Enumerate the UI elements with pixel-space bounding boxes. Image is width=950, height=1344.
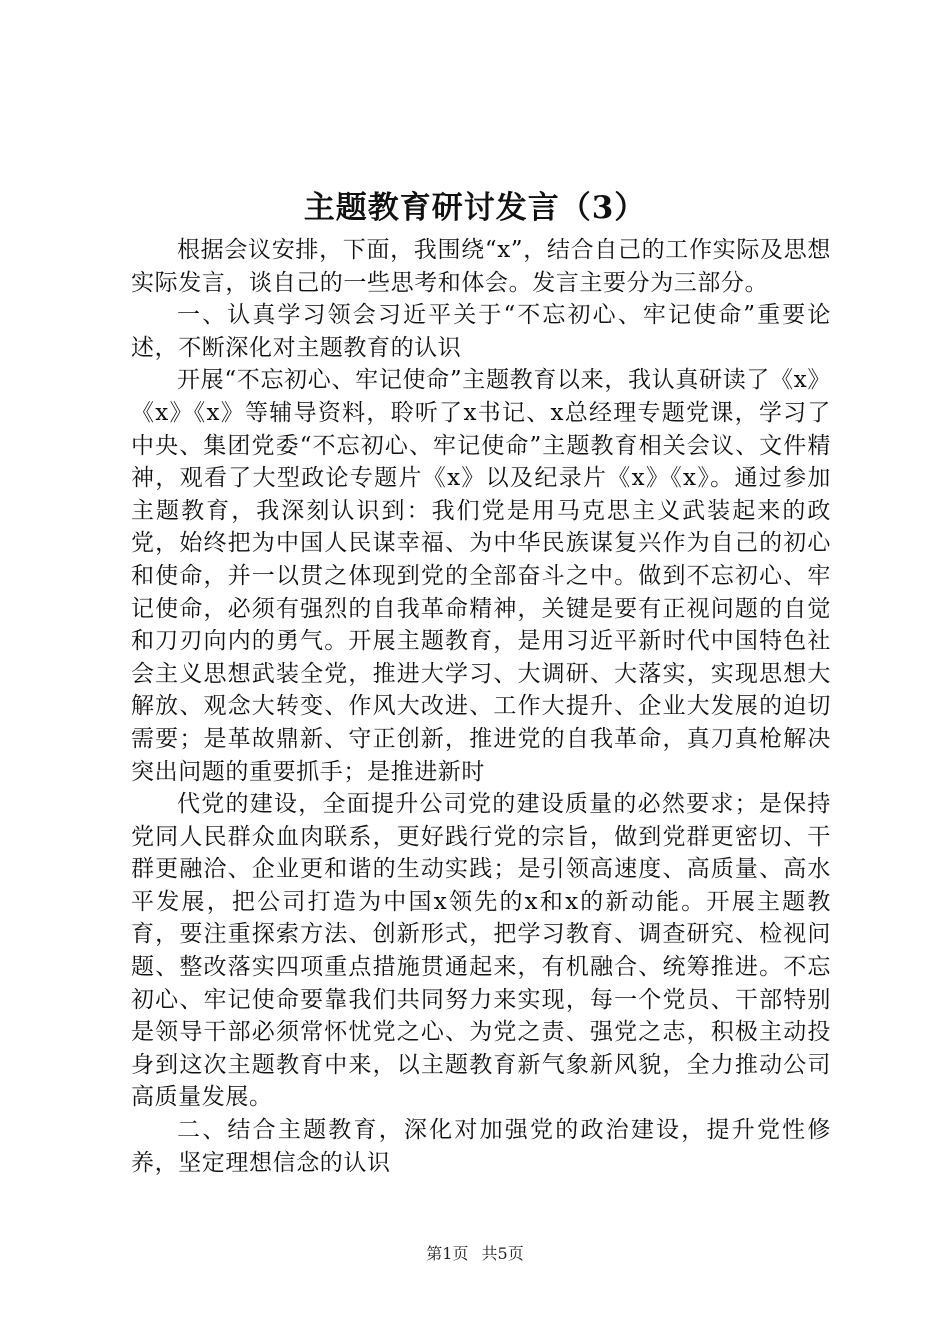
document-title: 主题教育研讨发言（3） [303,190,647,226]
page-footer [0,1243,950,1265]
intro-paragraph: 根据会议安排，下面，我围绕“x”，结合自己的工作实际及思想实际发言，谈自己的一些思考和体会。发言主要分为三部分。 [131,237,831,296]
document-body [131,234,831,1179]
page-number: 第1页 [426,1244,469,1263]
body-paragraph-2: 代党的建设，全面提升公司党的建设质量的必然要求；是保持党同人民群众血肉联系，更好践行党的宗旨，做到党群更密切、干群更融洽、企业更和谐的生动实践；是引领高速度、高质量、高水平发展，把公司打造为中国x领先的x和x的新动能。开展主题教育，要注重探索方法、创新形式，把学习教育、调查研究、检视问题、整改落实四项重点措施贯通起来，有机融合、统筹推进。不忘初心、牢记使命要靠我们共同努力来实现，每一个党员、干部特别是领导干部必须常怀忧党之心、为党之责、强党之志，积极主动投身到这次主题教育中来，以主题教育新气象新风貌，全力推动公司高质量发展。 [131,791,831,1111]
page-total: 共5页 [481,1244,524,1263]
body-paragraph-1: 开展“不忘初心、牢记使命”主题教育以来，我认真研读了《x》《x》《x》等辅导资料，聆听了x书记、x总经理专题党课，学习了中央、集团党委“不忘初心、牢记使命”主题教育相关会议、文件精神，观看了大型政论专题片《x》以及纪录片《x》《x》。通过参加主题教育，我深刻认识到：我们党是用马克思主义武装起来的政党，始终把为中国人民谋幸福、为中华民族谋复兴作为自己的初心和使命，并一以贯之体现到党的全部奋斗之中。做到不忘初心、牢记使命，必须有强烈的自我革命精神，关键是要有正视问题的自觉和刀刃向内的勇气。开展主题教育，是用习近平新时代中国特色社会主义思想武装全党，推进大学习、大调研、大落实，实现思想大解放、观念大转变、作风大改进、工作大提升、企业大发展的迫切需要；是革故鼎新、守正创新，推进党的自我革命，真刀真枪解决突出问题的重要抓手；是推进新时 [131,367,831,785]
section-heading-2: 二、结合主题教育，深化对加强党的政治建设，提升党性修养，坚定理想信念的认识 [131,1117,831,1176]
section-heading-1: 一、认真学习领会习近平关于“不忘初心、牢记使命”重要论述，不断深化对主题教育的认识 [131,302,831,361]
